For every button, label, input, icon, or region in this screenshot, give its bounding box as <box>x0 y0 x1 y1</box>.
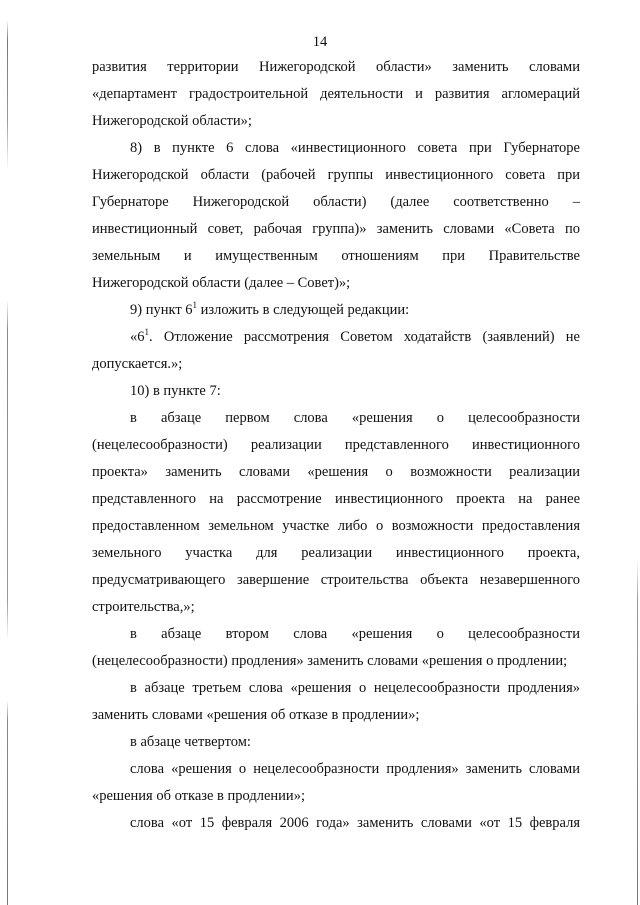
paragraph-new-wording-post: . Отложение рассмотрения Советом ходатайств (заявлений) не допускается.»; <box>92 329 580 372</box>
paragraph-abzac-4-words-1: слова «решения о нецелесообразности продления» заменить словами «решения об отказе в продлении»; <box>92 761 580 804</box>
paragraph-abzac-1: в абзаце первом слова «решения о целесообразности (нецелесообразности) реализации представленного инвестиционного проекта» заменить словами «решения о возможности реализации представленного на рассмотрение инвестиционного проекта на ранее предоставленном земельном участке либо о возможности предоставления земельного участка для реализации инвестиционного проекта, предусматривающего завершение строительства объекта незавершенного строительства,»; <box>92 410 580 615</box>
paragraph-new-wording <box>92 324 580 378</box>
paragraph-item-9-pre: 9) пункт 6 <box>130 302 193 318</box>
page-number: 14 <box>312 34 328 50</box>
paragraph-item-9 <box>92 297 580 324</box>
paragraph-abzac-4: в абзаце четвертом: <box>130 734 251 750</box>
paragraph-abzac-3: в абзаце третьем слова «решения о нецелесообразности продления» заменить словами «решения об отказе в продлении»; <box>92 680 580 723</box>
superscript: 1 <box>144 327 149 338</box>
paragraph-intro-continuation: развития территории Нижегородской области» заменить словами «департамент градостроительной деятельности и развития агломераций Нижегородской области»; <box>92 59 580 129</box>
paragraph-item-10: 10) в пункте 7: <box>130 383 221 399</box>
paragraph-abzac-4-words-2: слова «от 15 февраля 2006 года» заменить словами «от 15 февраля <box>130 815 580 831</box>
scan-edge-right <box>637 0 638 905</box>
document-body <box>92 54 580 837</box>
paragraph-item-8: 8) в пункте 6 слова «инвестиционного совета при Губернаторе Нижегородской области (рабочей группы инвестиционного совета при Губернаторе Нижегородской области) (далее соответственно – инвестиционный совет, рабочая группа)» заменить словами «Совета по земельным и имущественным отношениям при Правительстве Нижегородской области (далее – Совет)»; <box>92 140 580 291</box>
scan-edge-left <box>7 0 8 905</box>
paragraph-new-wording-pre: «6 <box>130 329 145 345</box>
paragraph-abzac-2: в абзаце втором слова «решения о целесообразности (нецелесообразности) продления» заменить словами «решения о продлении; <box>92 626 580 669</box>
paragraph-item-9-post: изложить в следующей редакции: <box>197 302 410 318</box>
superscript: 1 <box>192 300 198 311</box>
